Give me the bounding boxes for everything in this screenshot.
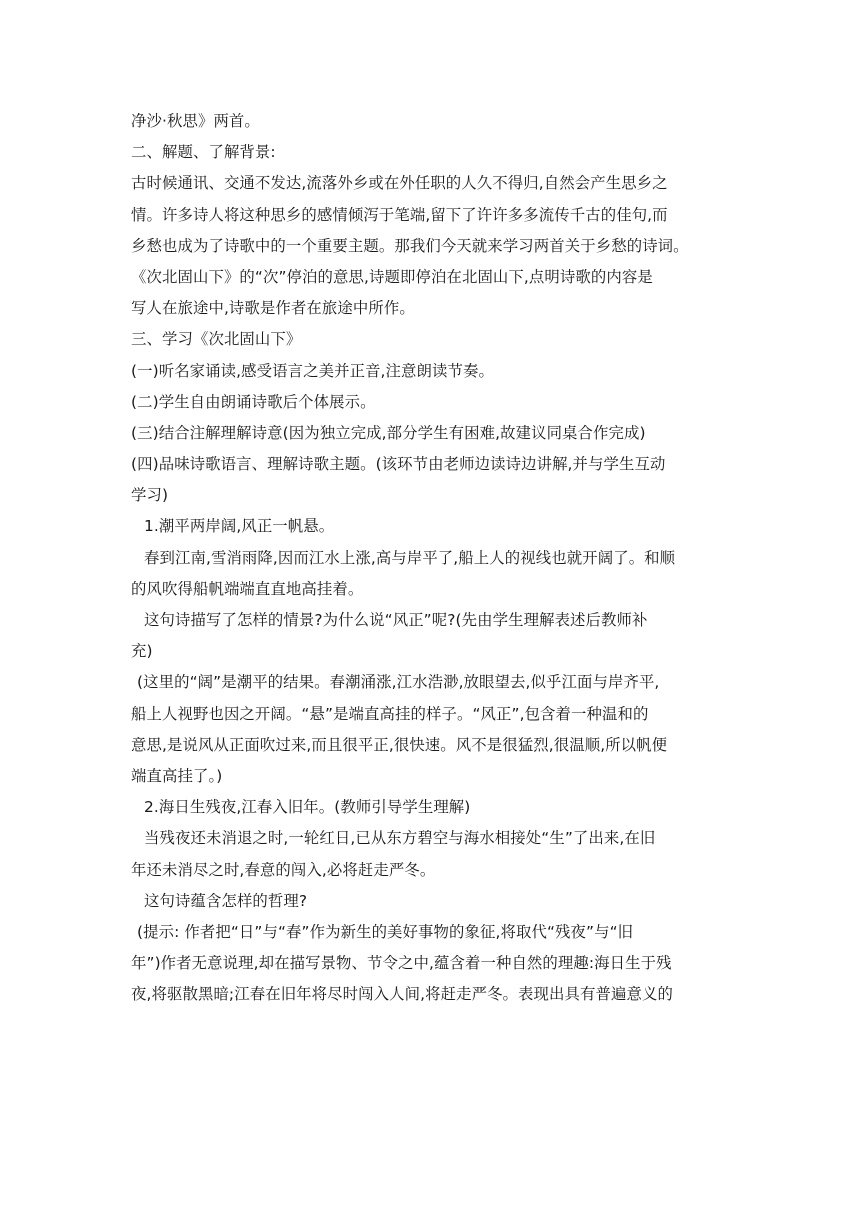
text-line: 年”)作者无意说理,却在描写景物、节令之中,蕴含着一种自然的理趣:海日生于残 [131,954,672,973]
text-line: 乡愁也成为了诗歌中的一个重要主题。那我们今天就来学习两首关于乡愁的诗词。 [131,236,689,255]
text-line: 夜,将驱散黑暗;江春在旧年将尽时闯入人间,将赶走严冬。表现出具有普遍意义的 [131,985,673,1004]
text-line: (三)结合注解理解诗意(因为独立完成,部分学生有困难,故建议同桌合作完成) [131,423,646,442]
text-line: (提示: 作者把“日”与“春”作为新生的美好事物的象征,将取代“残夜”与“旧 [137,922,634,941]
text-line: 充) [131,642,153,661]
text-line: 船上人视野也因之开阔。“悬”是端直高挂的样子。“风正”,包含着一种温和的 [131,704,649,723]
text-line: 当残夜还未消退之时,一轮红日,已从东方碧空与海水相接处“生”了出来,在旧 [144,829,656,848]
text-line: 年还未消尽之时,春意的闯入,必将赶走严冬。 [131,860,436,879]
text-line: 写人在旅途中,诗歌是作者在旅途中所作。 [131,299,415,318]
text-line: 古时候通讯、交通不发达,流落外乡或在外任职的人久不得归,自然会产生思乡之 [131,174,668,193]
text-line: 这句诗描写了怎样的情景?为什么说“风正”呢?(先由学生理解表述后教师补 [144,611,648,629]
text-line: 学习) [131,486,169,505]
text-line: 净沙·秋思》两首。 [131,112,260,130]
text-line: 二、解题、了解背景: [131,143,276,162]
text-line: 2.海日生残夜,江春入旧年。(教师引导学生理解) [144,798,471,817]
text-line: (四)品味诗歌语言、理解诗歌主题。(该环节由老师边读诗边讲解,并与学生互动 [131,455,666,474]
text-line: 这句诗蕴含怎样的哲理? [144,891,308,910]
text-line: 端直高挂了。) [131,766,223,785]
text-line: (二)学生自由朗诵诗歌后个体展示。 [131,392,376,411]
text-line: 《次北固山下》的“次”停泊的意思,诗题即停泊在北固山下,点明诗歌的内容是 [131,267,653,286]
text-line: (一)听名家诵读,感受语言之美并正音,注意朗读节奏。 [131,361,494,380]
document-body [131,106,741,1010]
text-line: 情。许多诗人将这种思乡的感情倾泻于笔端,留下了许许多多流传千古的佳句,而 [131,205,668,224]
text-line: 的风吹得船帆端端直直地高挂着。 [131,579,364,598]
text-line: 1.潮平两岸阔,风正一帆悬。 [144,517,335,536]
text-line: 春到江南,雪消雨降,因而江水上涨,高与岸平了,船上人的视线也就开阔了。和顺 [144,548,676,567]
text-line: (这里的“阔”是潮平的结果。春潮涌涨,江水浩渺,放眼望去,似乎江面与岸齐平, [137,673,660,692]
text-line: 意思,是说风从正面吹过来,而且很平正,很快速。风不是很猛烈,很温顺,所以帆便 [131,735,668,754]
text-line: 三、学习《次北固山下》 [131,330,302,349]
